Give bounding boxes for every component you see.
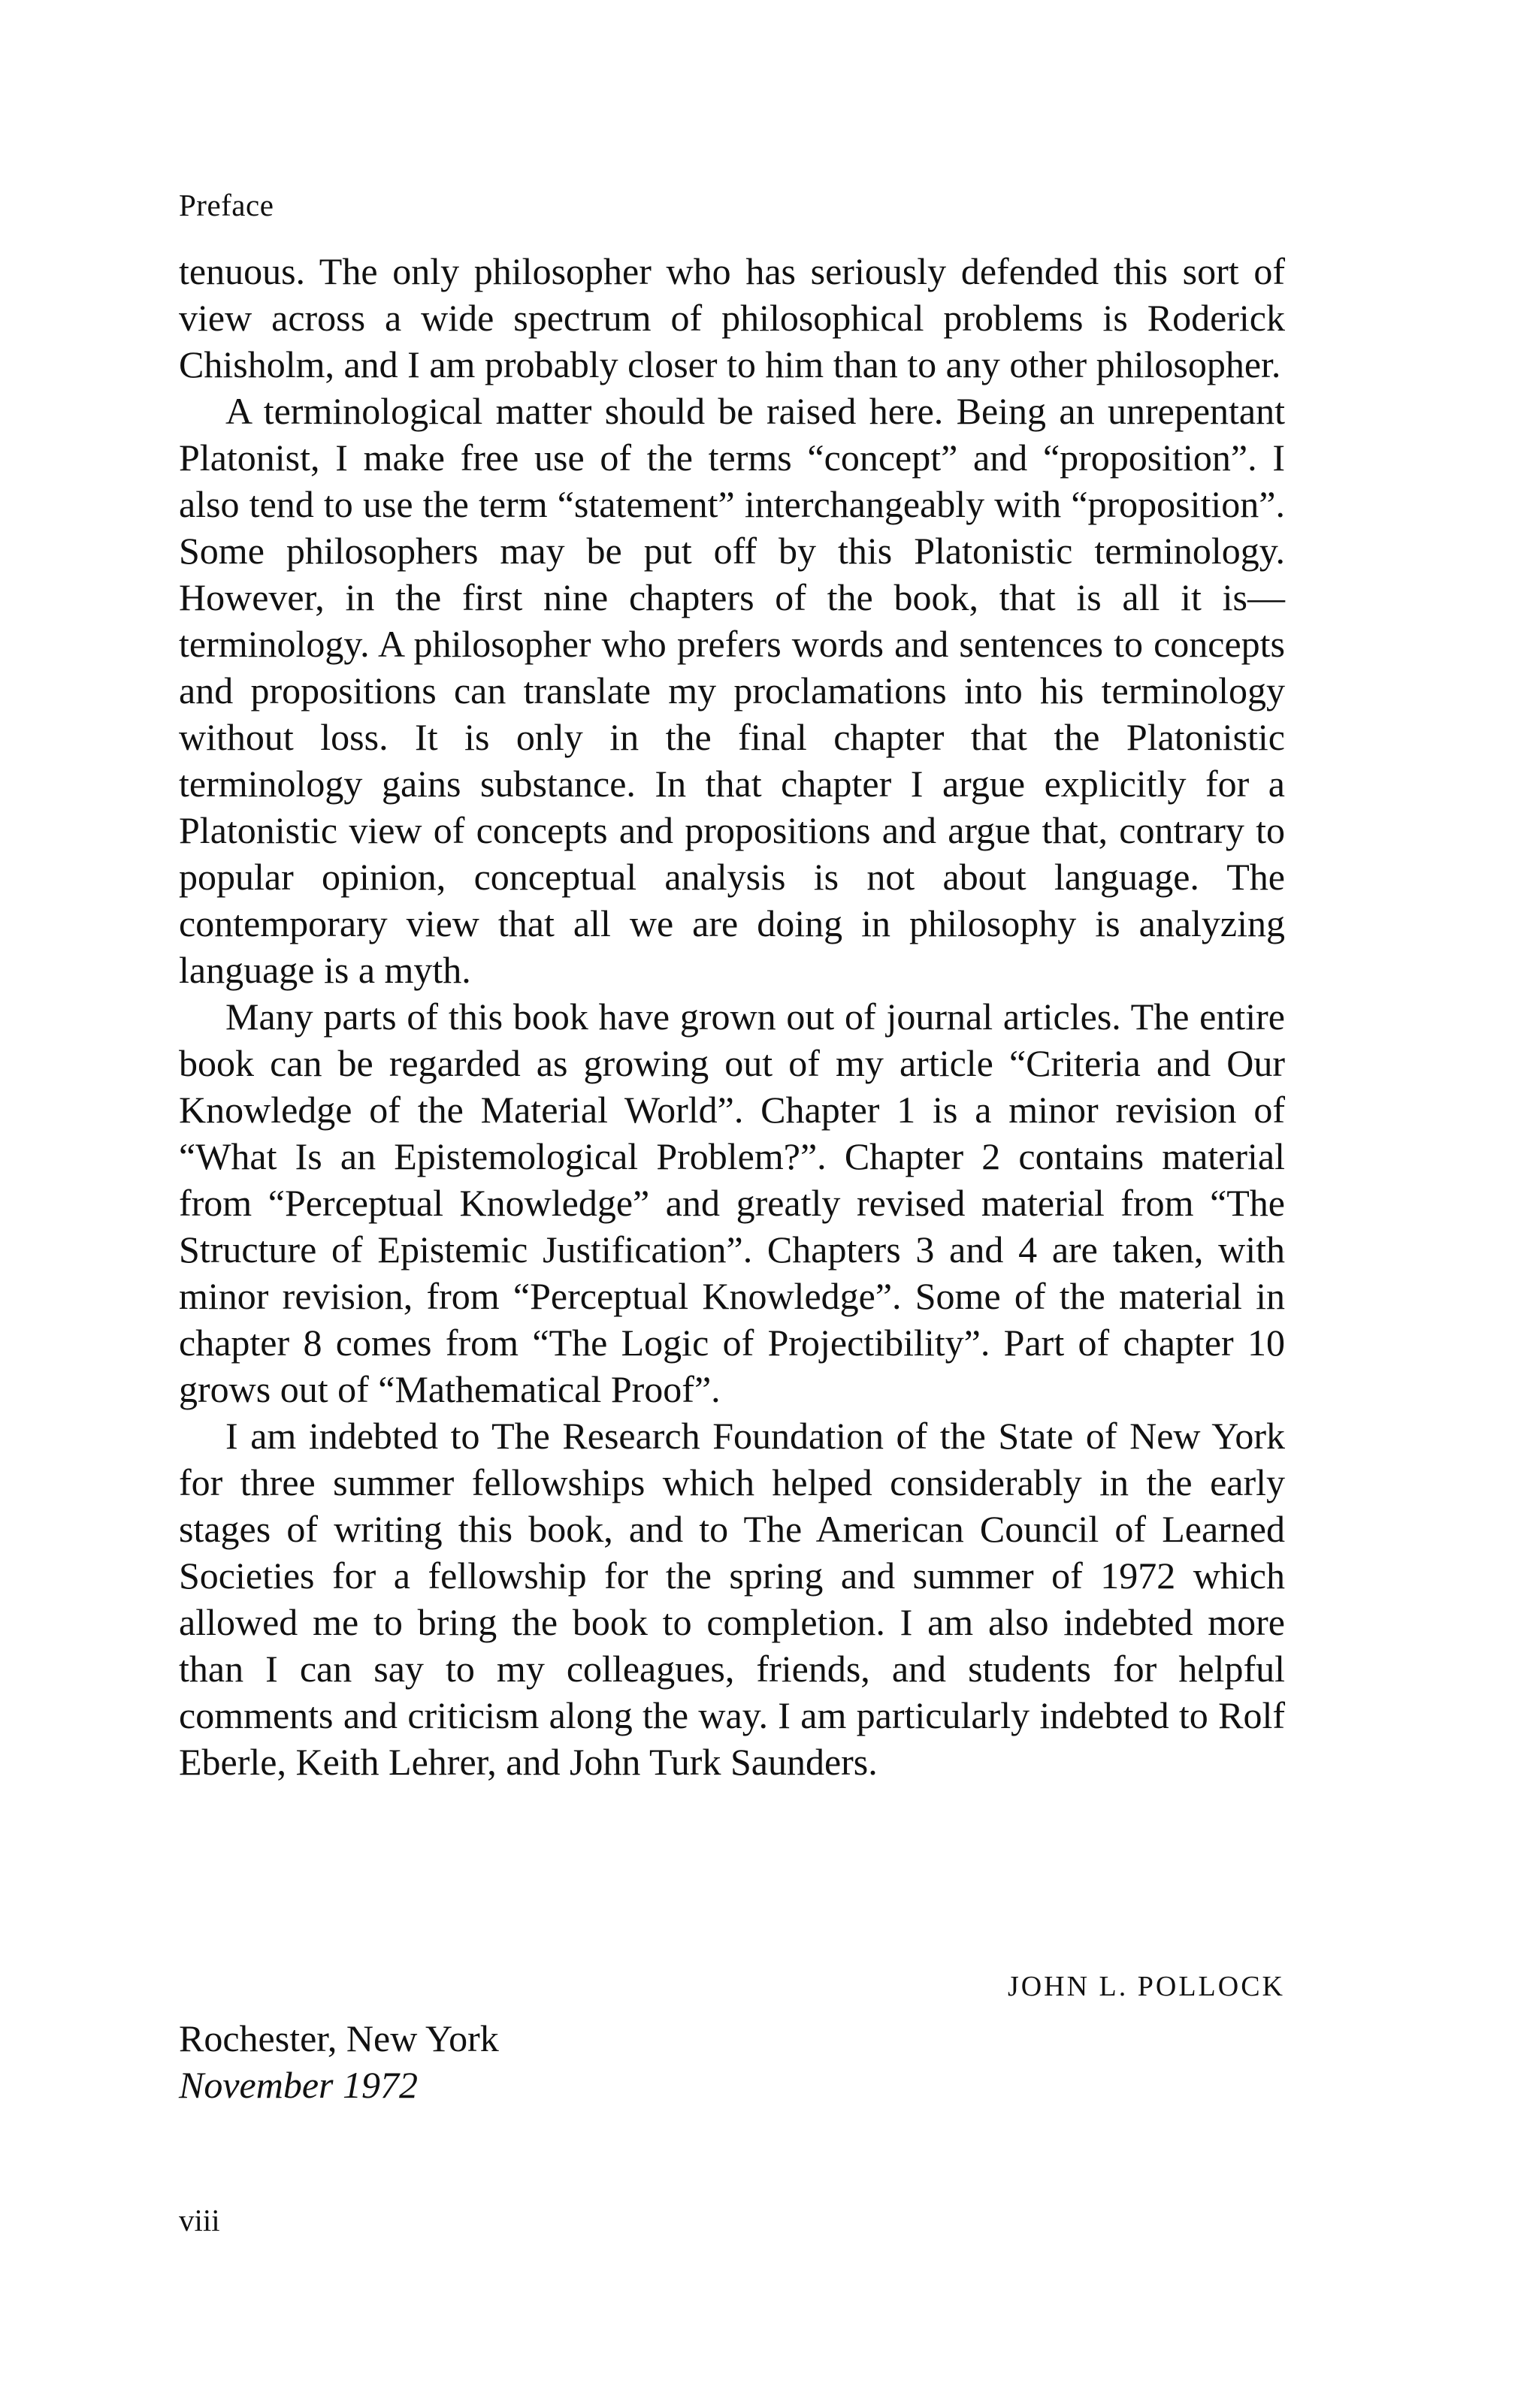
page-number: viii [179, 2203, 220, 2237]
preface-body [179, 248, 1285, 1785]
paragraph-sources: Many parts of this book have grown out of journal articles. The entire book can be regarded as growing out of my article “Criteria and Our Knowledge of the Material World”. Chapter 1 is a minor revision of “What Is an Epistemological Problem?”. Chapter 2 contains material from “Perceptual Knowledge” and greatly revised material from “The Structure of Epistemic Justification”. Chapters 3 and 4 are taken, with minor revision, from “Perceptual Knowledge”. Some of the material in chapter 8 comes from “The Logic of Projectibility”. Part of chapter 10 grows out of “Mathematical Proof”. [179, 996, 1285, 1410]
paragraph-acknowledgments: I am indebted to The Research Foundation of the State of New York for three summer fellowships which helped considerably in the early stages of writing this book, and to The American Council of Learned Societies for a fellowship for the spring and summer of 1972 which allowed me to bring the book to completion. I am also indebted more than I can say to my colleagues, friends, and students for helpful comments and criticism along the way. I am particularly indebted to Rolf Eberle, Keith Lehrer, and John Turk Saunders. [179, 1415, 1285, 1783]
paragraph-terminology: A terminological matter should be raised here. Being an unrepentant Platonist, I make free use of the terms “concept” and “proposition”. I also tend to use the term “statement” interchangeably with “proposition”. Some philosophers may be put off by this Platonistic terminology. However, in the first nine chapters of the book, that is all it is—terminology. A philosopher who prefers words and sentences to concepts and propositions can translate my proclamations into his terminology without loss. It is only in the final chapter that the Platonistic terminology gains substance. In that chapter I argue explicitly for a Platonistic view of concepts and propositions and argue that, contrary to popular opinion, conceptual analysis is not about language. The contemporary view that all we are doing in philosophy is analyzing language is a myth. [179, 390, 1285, 991]
paragraph-continuation: tenuous. The only philosopher who has seriously defended this sort of view across a wide spectrum of philosophical problems is Roderick Chisholm, and I am probably closer to him than to any other philosopher. [179, 250, 1285, 385]
date-line: November 1972 [179, 2064, 418, 2106]
author-signature: JOHN L. POLLOCK [1007, 1971, 1285, 2002]
running-head: Preface [179, 188, 274, 222]
place-line: Rochester, New York [179, 2017, 499, 2059]
